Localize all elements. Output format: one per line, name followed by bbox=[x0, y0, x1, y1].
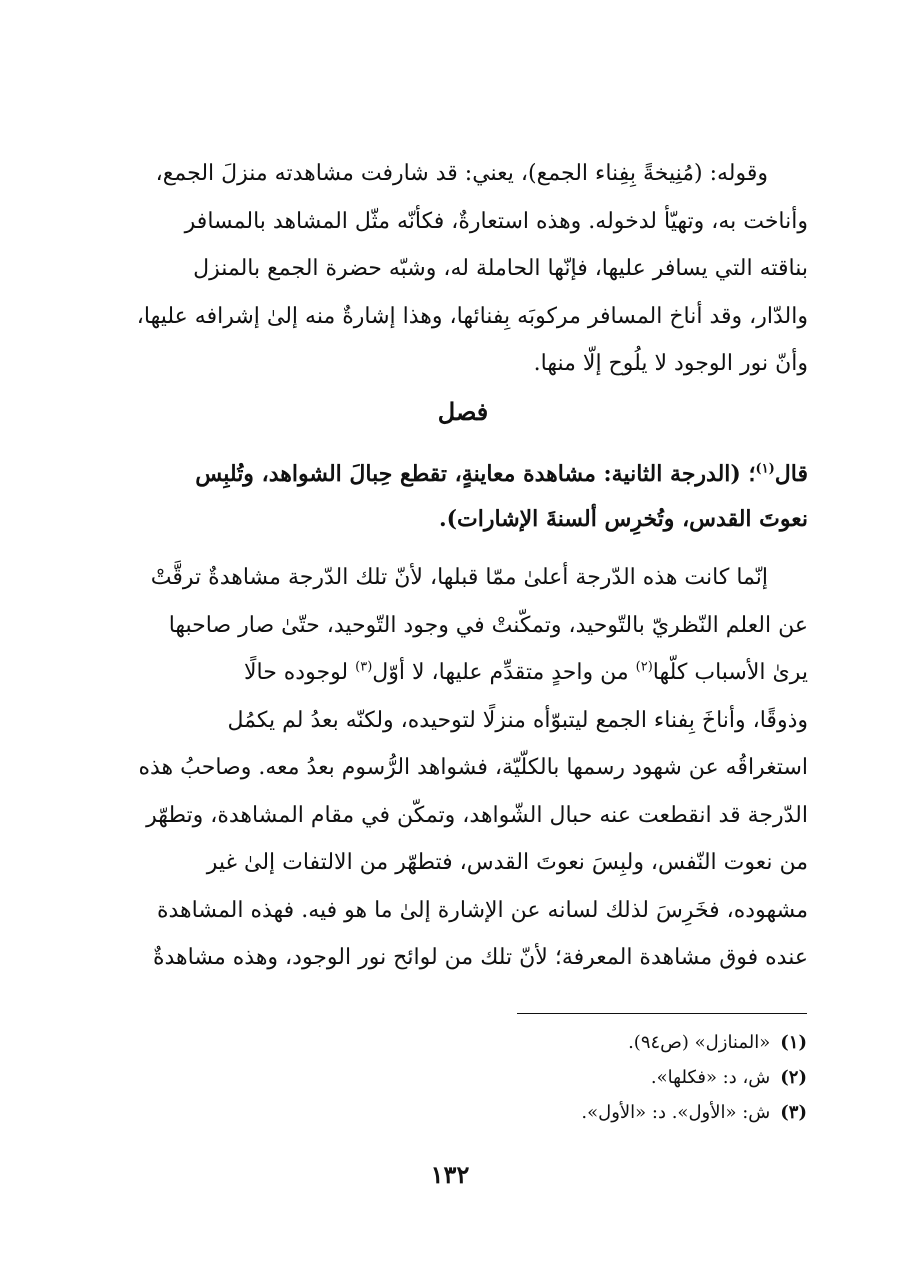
paragraph-line: الدّرجة قد انقطعت عنه حبال الشّواهد، وتمكّن في مقام المشاهدة، وتطهّر bbox=[146, 802, 808, 828]
paragraph-line: عن العلم النّظريّ بالتّوحيد، وتمكّنتْ في وجود التّوحيد، حتّىٰ صار صاحبها bbox=[168, 612, 808, 638]
paragraph-line: بناقته التي يسافر عليها، فإنّها الحاملة له، وشبّه حضرة الجمع بالمنزل bbox=[193, 256, 808, 281]
footnote-text: ش، د: «فكلها». bbox=[650, 1067, 771, 1088]
footnote-text: «المنازل» (ص٩٤). bbox=[628, 1032, 771, 1053]
paragraph-line: وأناخت به، وتهيّأ لدخوله. وهذه استعارةٌ، فكأنّه مثّل المشاهد بالمسافر bbox=[184, 208, 808, 234]
quote-lead: قال bbox=[774, 461, 808, 487]
paragraph-commentary bbox=[118, 150, 808, 388]
paragraph-line: مشهوده، فخَرِسَ لذلك لسانه عن الإشارة إلىٰ ما هو فيه. فهذه المشاهدة bbox=[156, 897, 808, 923]
paragraph-line: وأنّ نور الوجود لا يلُوح إلّا منها. bbox=[533, 351, 808, 376]
section-heading: فصل bbox=[437, 397, 489, 426]
paragraph-line: استغراقُه عن شهود رسمها بالكلّيّة، فشواهد الرُّسوم بعدُ معه. وصاحبُ هذه bbox=[138, 755, 808, 780]
paragraph-line: والدّار، وقد أناخ المسافر مركوبَه بِفنائها، وهذا إشارةٌ منه إلىٰ إشرافه عليها، bbox=[136, 303, 808, 329]
footnote-ref: (٣) bbox=[355, 659, 373, 675]
paragraph-line: إنّما كانت هذه الدّرجة أعلىٰ ممّا قبلها، لأنّ تلك الدّرجة مشاهدةٌ ترقَّتْ bbox=[150, 565, 768, 590]
quote-text: ؛ (الدرجة الثانية: مشاهدة معاينةٍ، تقطع حِبالَ الشواهد، وتُلبِس bbox=[195, 461, 756, 487]
paragraph-line: نعوتَ القدس، وتُخرِس ألسنةَ الإشارات). bbox=[438, 506, 808, 532]
footnote bbox=[307, 1060, 807, 1095]
footnote-ref: (٢) bbox=[635, 659, 653, 675]
paragraph-line: وذوقًا، وأناخَ بِفناء الجمع ليتبوّأه منزلًا لتوحيده، ولكنّه بعدُ لم يكمُل bbox=[227, 707, 808, 733]
footnote-number: (١) bbox=[780, 1032, 807, 1053]
paragraph-quote bbox=[118, 452, 808, 542]
footnotes bbox=[307, 1025, 807, 1130]
text-segment: من واحدٍ متقدِّم عليها، لا أوّل bbox=[372, 660, 636, 685]
footnote bbox=[307, 1025, 807, 1060]
paragraph-line bbox=[118, 452, 808, 497]
footnote-ref: (١) bbox=[755, 461, 775, 477]
paragraph-line: وقوله: (مُنِيخةً بِفِناء الجمع)، يعني: قد شارفت مشاهدته منزلَ الجمع، bbox=[155, 161, 768, 186]
paragraph-line: عنده فوق مشاهدة المعرفة؛ لأنّ تلك من لوائح نور الوجود، وهذه مشاهدةٌ bbox=[152, 945, 808, 970]
page-number: ١٣٢ bbox=[430, 1160, 470, 1189]
paragraph-explanation bbox=[118, 554, 808, 982]
footnote-divider bbox=[517, 1013, 807, 1014]
footnote-number: (٣) bbox=[780, 1102, 807, 1123]
paragraph-line: من نعوت النّفس، ولبِسَ نعوتَ القدس، فتطهّر من الالتفات إلىٰ غير bbox=[206, 850, 808, 875]
paragraph-line bbox=[118, 649, 808, 697]
text-segment: يرىٰ الأسباب كلّها bbox=[652, 660, 808, 685]
text-segment: لوجوده حالًا bbox=[243, 660, 356, 685]
footnote bbox=[307, 1095, 807, 1130]
footnote-number: (٢) bbox=[780, 1067, 807, 1088]
footnote-text: ش: «الأول». د: «الأول». bbox=[581, 1102, 771, 1123]
